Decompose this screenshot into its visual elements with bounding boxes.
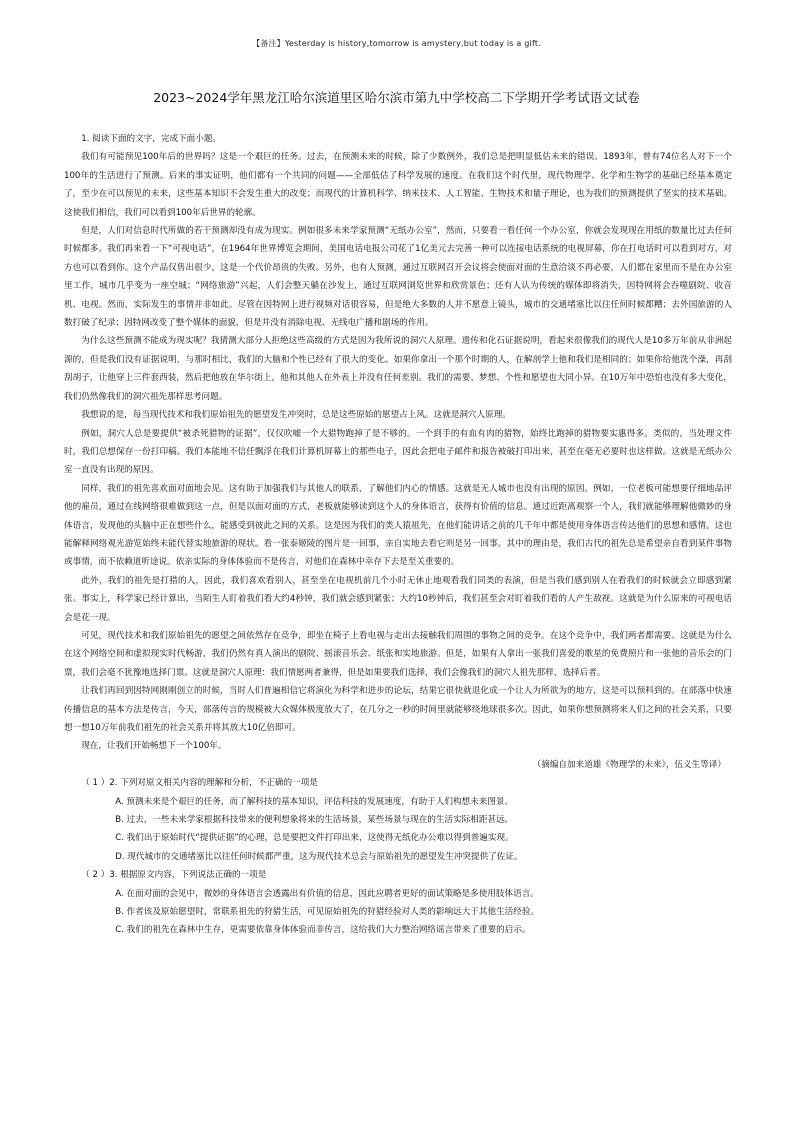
paragraph: 例如，洞穴人总是要提供“被杀死猎物的证据”，仅仅吹嘘一个大猎物跑掉了是不够的。一个到手的有血有肉的猎物，始终比跑掉的猎物要实惠得多。类似的，当处理文件时，我们总想保存一份打印稿。我们本能地不信任飘浮在我们计算机屏幕上的那些电子，因此会把电子邮件和报告被破打印出来，甚至在毫无必要时也这样做。这就是无纸办公室一直没有出现的原因。 (64, 428, 732, 476)
paragraph: 我们有可能预见100年后的世界吗？这是一个艰巨的任务。过去，在预测未来的时候，除了少数例外，我们总是把明显低估未来的错误。1893年，曾有74位名人对下一个100年的生活进行了预测。后来的事实证明，他们都有一个共同的问题——全部低估了科学发展的速度。在我们这个时代里，现代物理学、化学和生物学的基础已经基本奠定了，至少在可以预见的未来，这些基本知识不会发生重大的改变；而现代的计算机科学、纳米技术、人工智能、生物技术和量子理论，也为我们的预测提供了坚实的技术基础。这使我们相信，我们可以看到100年后世界的轮廓。 (64, 152, 732, 218)
question-option: A. 预测未来是个艰巨的任务，而了解科技的基本知识，评估科技的发展速度，有助于人们构想未来图景。 (115, 796, 514, 807)
paragraph: 可见，现代技术和我们原始祖先的愿望之间依然存在竞争，即坐在椅子上看电视与走出去接触我们周围的事物之间的竞争。在这个竞争中，我们两者都需要。这就是为什么在这个网络空间和虚拟现实时代畅游，我们仍然有真人演出的剧院、摇滚音乐会、纸张和实地旅游。但是，如果有人拿出一张我们喜爱的歌星的免费照片和一张他的音乐会的门票，我们会毫不犹豫地选择门票。这就是洞穴人原理：我们情愿两者兼得，但是如果要我们选择，我们会像我们的洞穴人祖先那样，选择后者。 (64, 630, 732, 678)
question-stem: （ 1 ）2. 下列对原文相关内容的理解和分析，不正确的一项是 (81, 778, 318, 789)
question-stem: （ 2 ）3. 根据原文内容，下列说法正确的一项是 (81, 870, 267, 881)
question-option: C. 我们的祖先在森林中生存，更需要依靠身体体验而非传言，这给我们大力整治网络谣言带来了重要的启示。 (115, 925, 531, 936)
header-note: 【备注】Yesterday is history,tomorrow is amystery,but today is a gift. (252, 39, 541, 48)
question-option: B. 作者该及原始愿望时，常联系祖先的狩猎生活，可见原始祖先的狩猎经验对人类的影响远大于其他生活经验。 (115, 907, 540, 918)
paragraph: 但是，人们对信息时代所做的若干预测却没有成为现实。例如很多未来学家预测“无纸办公室”，然而，只要看一看任何一个办公室，你就会发现现在用纸的数量比过去任何时候都多。我们再来看一下“可视电话”，在1964年世界博览会期间，美国电话电报公司花了1亿美元去完善一种可以连接电话系统的电视屏幕，你在打电话时可以看到对方，对方也可以看到你。这个产品仅售出很少，这是一个代价昂贵的失败。另外，也有人预测，通过互联网召开会议将会使面对面的生意洽谈不再必要，人们都在家里而不是在办公室里工作，城市几乎变为一座空城；“网络旅游”兴起，人们会整天躺在沙发上，通过互联网浏览世界和欣赏景色；还有人认为传统的媒体即将消失，因特网将会吞噬剧院、收音机、电视。然而，实际发生的事情并非如此。尽管在因特网上进行视频对话很容易，但是绝大多数的人并不愿意上镜头，城市的交通堵塞比以往任何时候都糟；去外国旅游的人数打破了纪录；因特网改变了整个媒体的面貌，但是并没有消除电视、无线电广播和剧场的作用。 (64, 226, 732, 329)
question-option: B. 过去，一些未来学家根据科技带来的便利想象将来的生活场景，某些场景与现在的生活实际相距甚远。 (115, 815, 514, 826)
source-citation: （摘编自加来道雄《物理学的未来》，伍义生等译） (532, 759, 726, 770)
document-title: 2023~2024学年黑龙江哈尔滨道里区哈尔滨市第九中学校高二下学期开学考试语文试卷 (153, 90, 640, 105)
question-option: A. 在面对面的会见中，微妙的身体语言会透露出有价值的信息，因此应聘者更好的面试策略是多使用肢体语言。 (115, 888, 539, 899)
reading-instruction: 1. 阅读下面的文字，完成下面小题。 (81, 134, 222, 144)
question-option: D. 现代城市的交通堵塞比以往任何时候都严重，这为现代技术总会与原始祖先的愿望发生冲突提供了佐证。 (115, 851, 523, 862)
paragraph: 让我们再回到因特网刚刚创立的时候，当时人们普遍相信它将演化为科学和进步的论坛，结果它很快就退化成一个让人为所欲为的地方，这是可以预料到的。在部落中快速传播信息的基本方法是传言，今天，部落传言的规模被大众媒体极度放大了，在几分之一秒的时间里就能够绕地球很多次。因此，如果你想预测将来人们之间的社会关系，只要想一想10万年前我们祖先的社会关系并将其放大10亿倍即可。 (64, 686, 732, 733)
paragraph: 同样，我们的祖先喜欢面对面地会见。这有助于加强我们与其他人的联系，了解他们内心的情感。这就是无人城市也没有出现的原因。例如，一位老板可能想要仔细地品评他的雇员，通过在线网络很难做到这一点，但是以面对面的方式，老板就能够读到这个人的身体语言，获得有价值的信息。通过近距离观察一个人，我们就能够理解他微妙的身体语言，发现他的头脑中正在想些什么，能感受到彼此之间的关系。这是因为我们的类人猿祖先，在他们能讲话之前的几千年中都是使用身体语言传达他们的思想和感情。这也能解释网络观光游览始终未能代替实地旅游的现状。看一张泰姬陵的图片是一回事，亲自实地去看它则是另一回事。其中的理由是，我们古代的祖先总是希望亲自看到某件事物或事情，而不依赖道听途说。依亲实际的身体体验而不是传言，对他们在森林中幸存下去是至关重要的。 (64, 483, 732, 568)
question-option: C. 我们出于原始时代“提供证据”的心理，总是要把文件打印出来，这使得无纸化办公难以得到普遍实现。 (115, 833, 514, 844)
paragraph: 此外，我们的祖先是打猎的人，因此，我们喜欢看别人，甚至坐在电视机前几个小时无休止地观看我们同类的表演，但是当我们感到别人在看我们的时候就会立即感到紧张。事实上，科学家已经计算出，当陌生人盯着我们看大约4秒钟，我们就会感到紧张；大约10秒钟后，我们甚至会对盯着我们看的人产生敌视。这就是为什么原来的可视电话会是花一现。 (64, 575, 732, 623)
paragraph: 我想说的是，每当现代技术和我们原始祖先的愿望发生冲突时，总是这些原始的愿望占上风。这就是洞穴人原理。 (81, 410, 511, 421)
paragraph: 为什么这些预测不能成为现实呢？我猜测大部分人拒绝这些高级的方式是因为我所说的洞穴人原理。遗传和化石证据说明，看起来很像我们的现代人是10多万年前从非洲起源的，但是我们没有证据说明，与那时相比，我们的大脑和个性已经有了很大的变化。如果你拿出一个那个时期的人，在解剖学上他和我们是相同的；如果你给他洗个澡，再刮刮胡子，让他穿上三件套西装，然后把他放在华尔街上，他和其他人在外表上并没有任何差别。我们的需要、梦想、个性和愿望也大同小异。在10万年中恐怕也没有多大变化，我们仍然像我们的洞穴祖先那样思考问题。 (64, 336, 732, 402)
paragraph: 现在，让我们开始畅想下一个100年。 (81, 741, 227, 752)
document-content (64, 130, 732, 940)
